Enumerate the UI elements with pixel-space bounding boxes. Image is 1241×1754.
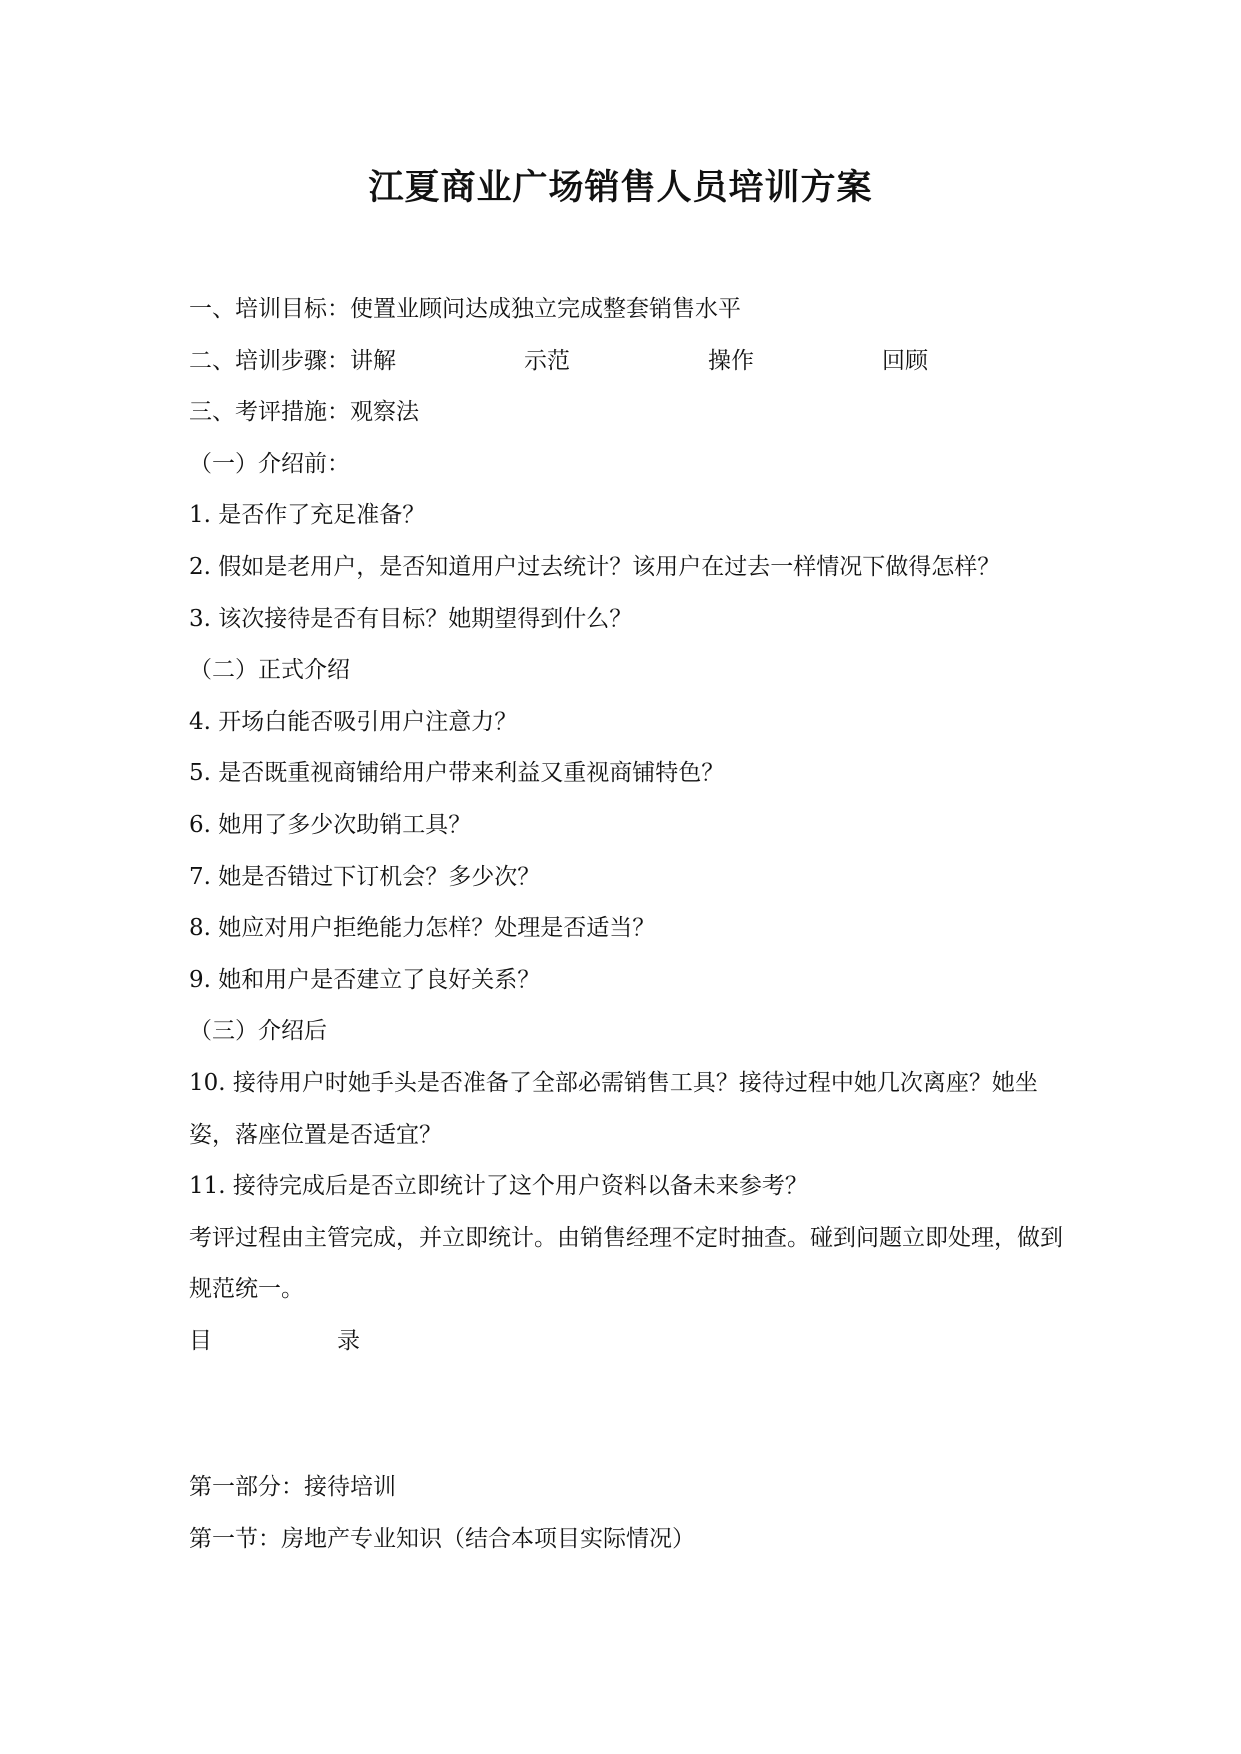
training-steps-prefix: 二、培训步骤：	[189, 347, 350, 374]
part-title: 第一部分：接待培训	[189, 1474, 396, 1500]
document-body	[189, 284, 1069, 1367]
training-steps	[189, 336, 1069, 388]
list-item: 2. 假如是老用户，是否知道用户过去统计？该用户在过去一样情况下做得怎样？	[189, 553, 1001, 580]
step-demo: 示范	[524, 347, 570, 374]
step-review: 回顾	[882, 347, 928, 374]
step-operate: 操作	[708, 347, 754, 374]
toc-right: 录	[337, 1327, 360, 1354]
list-item: 1. 是否作了充足准备？	[189, 502, 426, 529]
list-item: 4. 开场白能否吸引用户注意力？	[189, 708, 518, 735]
list-item: 7. 她是否错过下订机会？多少次？	[189, 863, 541, 890]
list-item: 3. 该次接待是否有目标？她期望得到什么？	[189, 605, 633, 632]
step-explain: 讲解	[350, 347, 396, 374]
training-goal: 一、培训目标：使置业顾问达成独立完成整套销售水平	[189, 296, 741, 322]
toc-entries	[189, 1462, 1069, 1565]
before-heading: （一）介绍前：	[189, 450, 350, 477]
list-item: 11. 接待完成后是否立即统计了这个用户资料以备未来参考？	[189, 1173, 808, 1200]
formal-heading: （二）正式介绍	[189, 657, 350, 684]
summary-paragraph: 考评过程由主管完成，并立即统计。由销售经理不定时抽查。碰到问题立即处理，做到规范统一。	[189, 1224, 1063, 1303]
list-item: 6. 她用了多少次助销工具？	[189, 811, 472, 838]
document-title: 江夏商业广场销售人员培训方案	[368, 167, 873, 208]
evaluation-method: 三、考评措施：观察法	[189, 399, 419, 426]
list-item: 10. 接待用户时她手头是否准备了全部必需销售工具？接待过程中她几次离座？她坐姿，落座位置是否适宜？	[189, 1069, 1038, 1148]
table-of-contents-heading	[189, 1316, 1069, 1368]
toc-left: 目	[189, 1327, 212, 1354]
list-item: 8. 她应对用户拒绝能力怎样？处理是否适当？	[189, 915, 656, 942]
after-heading: （三）介绍后	[189, 1018, 327, 1045]
list-item: 5. 是否既重视商铺给用户带来利益又重视商铺特色？	[189, 760, 725, 787]
list-item: 9. 她和用户是否建立了良好关系？	[189, 966, 541, 993]
section-title: 第一节：房地产专业知识（结合本项目实际情况）	[189, 1525, 695, 1552]
